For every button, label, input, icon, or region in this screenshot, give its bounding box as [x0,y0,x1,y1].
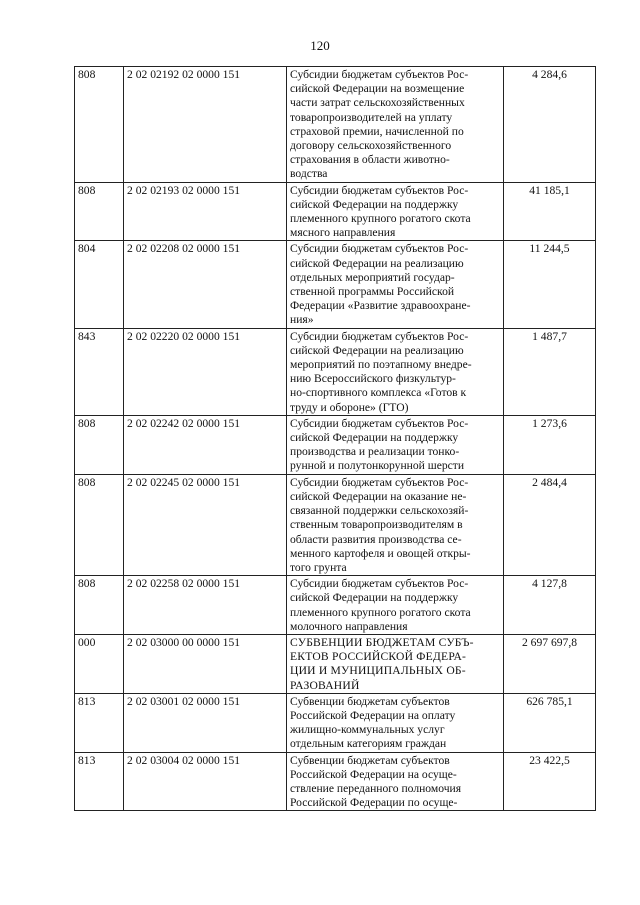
admin-code-cell: 813 [75,752,124,811]
budget-code-cell: 2 02 02258 02 0000 151 [124,576,287,635]
income-name-text: Субсидии бюджетам субъектов Рос- сийской Федерации на оказание не- связанной поддержки сельскохозяй- ственным товаропроизводителям в области развития производства се- менного картофеля и овощей откры- того грунта [290,475,471,574]
income-name-cell [287,634,504,693]
table-row [75,634,596,693]
amount-cell: 11 244,5 [504,241,596,328]
income-name-cell [287,474,504,575]
amount-cell: 2 484,4 [504,474,596,575]
budget-code-cell: 2 02 03001 02 0000 151 [124,693,287,752]
income-name-text: СУБВЕНЦИИ БЮДЖЕТАМ СУБЪ- ЕКТОВ РОССИЙСКОЙ ФЕДЕРА- ЦИИ И МУНИЦИПАЛЬНЫХ ОБ- РАЗОВАНИЙ [290,635,474,692]
budget-code-cell: 2 02 02242 02 0000 151 [124,415,287,474]
budget-code-cell: 2 02 02208 02 0000 151 [124,241,287,328]
income-name-cell [287,576,504,635]
amount-cell: 4 127,8 [504,576,596,635]
admin-code-cell: 808 [75,182,124,241]
income-name-cell [287,328,504,415]
income-name-text: Субсидии бюджетам субъектов Рос- сийской Федерации на поддержку племенного крупного рогатого скота молочного направления [290,577,471,633]
budget-code-cell: 2 02 03000 00 0000 151 [124,634,287,693]
admin-code-cell: 808 [75,474,124,575]
table-row [75,182,596,241]
income-name-cell [287,67,504,183]
income-name-text: Субсидии бюджетам субъектов Рос- сийской Федерации на поддержку производства и реализации тонко- рунной и полутонкорунной шерсти [290,416,469,473]
amount-cell: 2 697 697,8 [504,634,596,693]
income-name-text: Субсидии бюджетам субъектов Рос- сийской Федерации на реализацию мероприятий по поэтапному внедре- нию Всероссийского физкультур- но-спортивного комплекса «Готов к труду и обороне» (ГТО) [290,329,472,414]
admin-code-cell: 808 [75,576,124,635]
table-row [75,474,596,575]
amount-cell: 1 273,6 [504,415,596,474]
table-row [75,328,596,415]
income-name-cell [287,241,504,328]
income-name-cell [287,752,504,811]
amount-cell: 1 487,7 [504,328,596,415]
budget-code-cell: 2 02 02220 02 0000 151 [124,328,287,415]
admin-code-cell: 808 [75,67,124,183]
budget-code-cell: 2 02 03004 02 0000 151 [124,752,287,811]
budget-code-cell: 2 02 02245 02 0000 151 [124,474,287,575]
income-name-text: Субсидии бюджетам субъектов Рос- сийской Федерации на реализацию отдельных мероприятий государ- ственной программы Российской Федерации «Развитие здравоохране- ния» [290,242,471,327]
admin-code-cell: 804 [75,241,124,328]
table-row [75,415,596,474]
table-row [75,693,596,752]
income-name-text: Субсидии бюджетам субъектов Рос- сийской Федерации на поддержку племенного крупного рогатого скота мясного направления [290,183,471,240]
amount-cell: 626 785,1 [504,693,596,752]
admin-code-cell: 813 [75,693,124,752]
income-name-text: Субвенции бюджетам субъектов Российской Федерации на осуще- ствление переданного полномочия Российской Федерации по осуще- [290,753,462,810]
admin-code-cell: 808 [75,415,124,474]
budget-code-cell: 2 02 02193 02 0000 151 [124,182,287,241]
admin-code-cell: 000 [75,634,124,693]
page-number: 120 [310,38,330,53]
amount-cell: 23 422,5 [504,752,596,811]
income-name-cell [287,182,504,241]
table-row [75,576,596,635]
table-row [75,752,596,811]
income-name-text: Субвенции бюджетам субъектов Российской Федерации на оплату жилищно-коммунальных услуг отдельным категориям граждан [290,694,456,751]
admin-code-cell: 843 [75,328,124,415]
table-row [75,241,596,328]
income-name-text: Субсидии бюджетам субъектов Рос- сийской Федерации на возмещение части затрат сельскохозяйственных товаропроизводителей на уплату страховой премии, начисленной по договору сельскохозяйственного страхования в области животно- водства [290,68,469,181]
table-row [75,67,596,183]
amount-cell: 41 185,1 [504,182,596,241]
income-name-cell [287,415,504,474]
amount-cell: 4 284,6 [504,67,596,183]
budget-code-cell: 2 02 02192 02 0000 151 [124,67,287,183]
revenue-table [74,66,596,811]
income-name-cell [287,693,504,752]
